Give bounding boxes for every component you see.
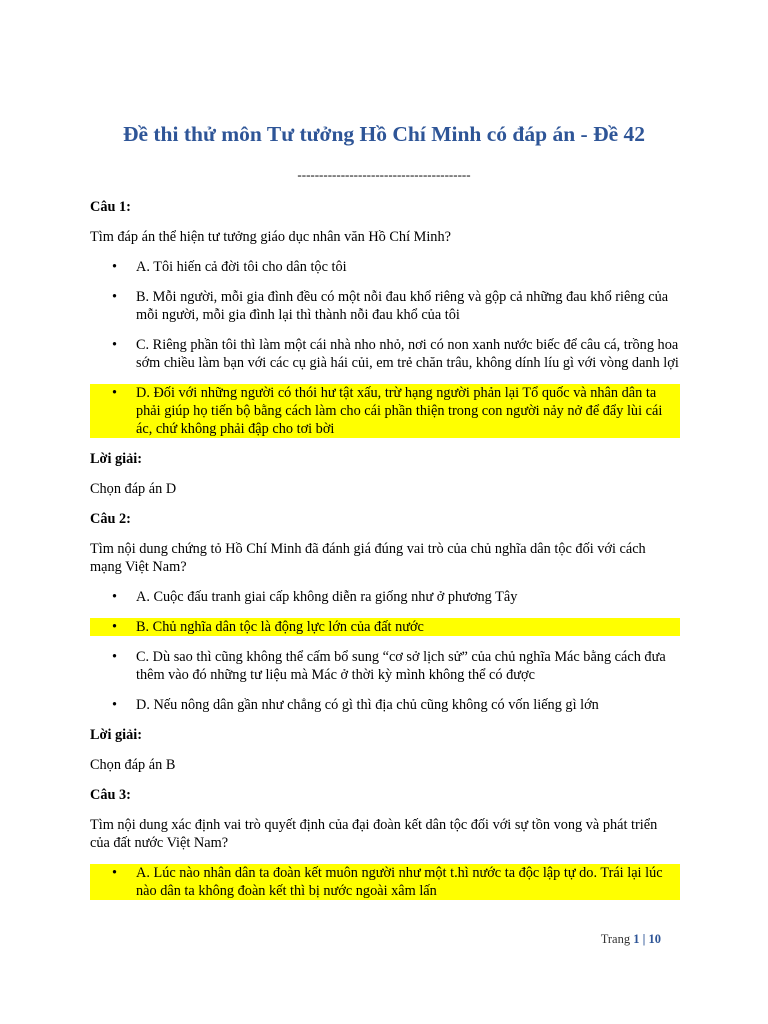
question-3 xyxy=(90,786,680,900)
solution-label: Lời giải: xyxy=(90,727,143,743)
option-a xyxy=(90,258,680,276)
option-text: D. Đối với những người có thói hư tật xấu, trừ hạng người phản lại Tổ quốc và nhân dân ta phải giúp họ tiến bộ bằng cách làm cho cái phần thiện trong con người nảy nở để đẩy lùi cái ác, chứ không phải đập cho tơi bời xyxy=(136,385,663,437)
page-footer xyxy=(601,932,661,947)
total-pages: 10 xyxy=(648,932,661,946)
option-c xyxy=(90,336,680,372)
option-d-correct xyxy=(90,384,680,438)
document-content xyxy=(90,198,680,912)
option-text: C. Riêng phần tôi thì làm một cái nhà nho nhỏ, nơi có non xanh nước biếc để câu cá, trồng hoa sớm chiều làm bạn với các cụ già hái củi, em trẻ chăn trâu, không dính líu gì với vòng danh lợi xyxy=(136,337,679,371)
option-list xyxy=(90,588,680,714)
page-label: Trang xyxy=(600,932,631,946)
option-list xyxy=(90,864,680,900)
option-text: A. Tôi hiến cả đời tôi cho dân tộc tôi xyxy=(136,259,347,275)
option-list xyxy=(90,258,680,438)
bullet-icon: • xyxy=(112,259,118,275)
solution-text: Chọn đáp án B xyxy=(90,757,176,773)
current-page: 1 xyxy=(633,932,640,946)
question-text: Tìm đáp án thể hiện tư tưởng giáo dục nhân văn Hồ Chí Minh? xyxy=(90,229,451,245)
solution-label: Lời giải: xyxy=(90,451,143,467)
option-text: D. Nếu nông dân gần như chẳng có gì thì địa chủ cũng không có vốn liếng gì lớn xyxy=(136,697,599,713)
bullet-icon: • xyxy=(112,589,118,605)
question-label: Câu 1: xyxy=(90,199,131,215)
bullet-icon: • xyxy=(112,385,118,401)
option-text: C. Dù sao thì cũng không thể cấm bổ sung “cơ sở lịch sử” của chủ nghĩa Mác bằng cách đưa thêm vào đó những tư liệu mà Mác ở thời kỳ mình không thể có được xyxy=(136,649,666,683)
page-divider: | xyxy=(642,932,646,946)
bullet-icon: • xyxy=(112,649,118,665)
bullet-icon: • xyxy=(112,619,118,635)
title-separator: ---------------------------------------- xyxy=(297,167,471,182)
bullet-icon: • xyxy=(112,865,118,881)
question-1 xyxy=(90,198,680,498)
bullet-icon: • xyxy=(112,289,118,305)
option-text: A. Lúc nào nhân dân ta đoàn kết muôn người như một t.hì nước ta độc lập tự do. Trái lại lúc nào dân ta không đoàn kết thì bị nước ngoài xâm lấn xyxy=(136,865,663,899)
option-c xyxy=(90,648,680,684)
option-text: B. Mỗi người, mỗi gia đình đều có một nỗi đau khổ riêng và gộp cả những đau khổ riêng của mỗi người, mỗi gia đình lại thì thành nỗi đau khổ của tôi xyxy=(136,289,669,323)
page-title: Đề thi thử môn Tư tưởng Hồ Chí Minh có đáp án - Đề 42 xyxy=(122,122,646,146)
option-text: B. Chủ nghĩa dân tộc là động lực lớn của đất nước xyxy=(136,619,424,635)
solution-text: Chọn đáp án D xyxy=(90,481,177,497)
bullet-icon: • xyxy=(112,337,118,353)
question-label: Câu 2: xyxy=(90,511,131,527)
option-a xyxy=(90,588,680,606)
option-d xyxy=(90,696,680,714)
bullet-icon: • xyxy=(112,697,118,713)
option-text: A. Cuộc đấu tranh giai cấp không diễn ra giống như ở phương Tây xyxy=(136,589,518,605)
option-b xyxy=(90,288,680,324)
option-b-correct xyxy=(90,618,680,636)
question-2 xyxy=(90,510,680,774)
question-text: Tìm nội dung chứng tỏ Hồ Chí Minh đã đánh giá đúng vai trò của chủ nghĩa dân tộc đối với cách mạng Việt Nam? xyxy=(90,541,646,575)
question-text: Tìm nội dung xác định vai trò quyết định của đại đoàn kết dân tộc đối với sự tồn vong và phát triển của đất nước Việt Nam? xyxy=(90,817,658,851)
question-label: Câu 3: xyxy=(90,787,131,803)
option-a-correct xyxy=(90,864,680,900)
